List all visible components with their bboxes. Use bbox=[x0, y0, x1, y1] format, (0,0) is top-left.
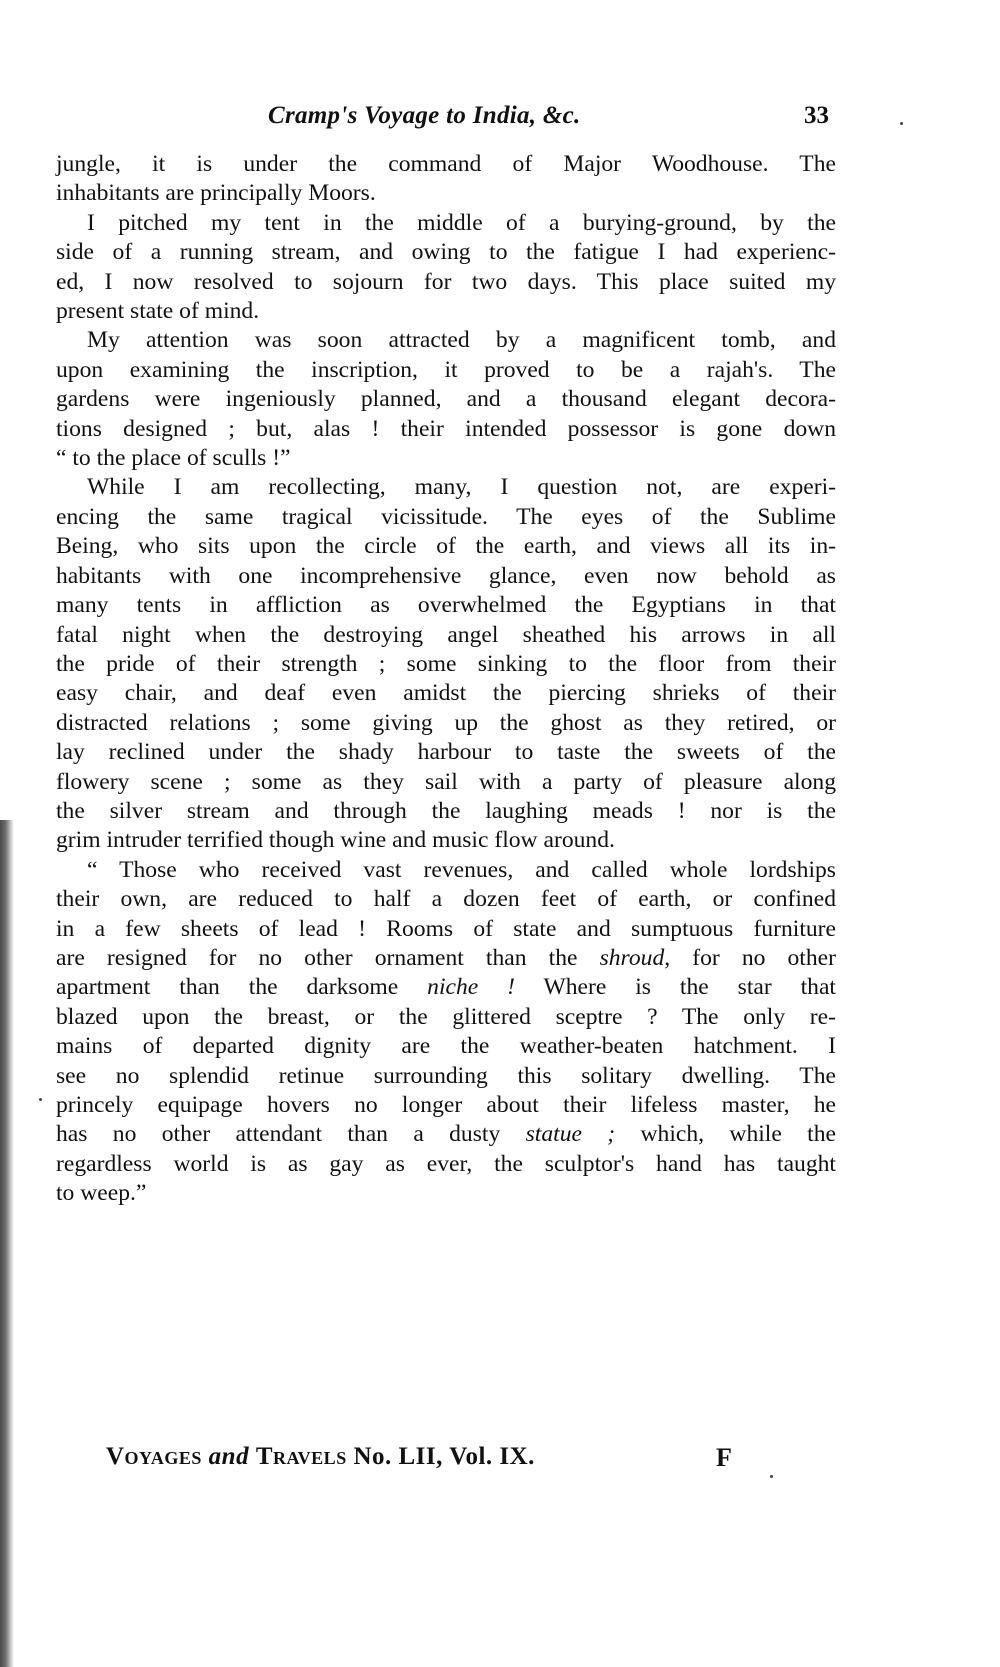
body-text bbox=[56, 150, 836, 1209]
text-line: upon examining the inscription, it proved to be a rajah's. The bbox=[56, 356, 836, 383]
text-line: ed, I now resolved to sojourn for two days. This place suited my bbox=[56, 268, 836, 295]
text-line: Being, who sits upon the circle of the earth, and views all its in- bbox=[56, 533, 836, 560]
signature-line bbox=[106, 1443, 535, 1471]
text-line: While I am recollecting, many, I question not, are experi- bbox=[87, 474, 836, 501]
print-speck bbox=[900, 122, 903, 125]
text-line: many tents in affliction as overwhelmed the Egyptians in that bbox=[56, 592, 836, 619]
text-line: mains of departed dignity are the weather-beaten hatchment. I bbox=[56, 1033, 836, 1060]
text-line: princely equipage hovers no longer about their lifeless master, he bbox=[56, 1092, 836, 1118]
text-line: My attention was soon attracted by a magnificent tomb, and bbox=[87, 327, 836, 354]
text-line: are resigned for no other ornament than the shroud, for no other bbox=[56, 944, 836, 971]
footer-voyages: Voyages bbox=[106, 1443, 202, 1470]
text-line: the pride of their strength ; some sinking to the floor from their bbox=[56, 650, 836, 677]
text-line: gardens were ingeniously planned, and a thousand elegant decora- bbox=[56, 386, 836, 413]
text-line: regardless world is as gay as ever, the sculptor's hand has taught bbox=[56, 1150, 836, 1177]
text-line: their own, are reduced to half a dozen feet of earth, or confined bbox=[56, 886, 836, 913]
print-speck bbox=[770, 1475, 773, 1478]
text-line: blazed upon the breast, or the glittered sceptre ? The only re- bbox=[56, 1003, 836, 1030]
footer-and: and bbox=[208, 1443, 250, 1470]
text-line: “ to the place of sculls !” bbox=[56, 445, 291, 472]
text-line: jungle, it is under the command of Major Woodhouse. The bbox=[56, 151, 836, 177]
page-number: 33 bbox=[804, 102, 829, 129]
footer-number: No. LII, Vol. IX. bbox=[353, 1443, 535, 1470]
page-edge-shadow bbox=[0, 820, 14, 1667]
text-line: grim intruder terrified though wine and music flow around. bbox=[56, 827, 615, 854]
signature-mark: F bbox=[716, 1443, 732, 1472]
text-line: inhabitants are principally Moors. bbox=[56, 180, 376, 207]
text-line: fatal night when the destroying angel sheathed his arrows in all bbox=[56, 621, 836, 648]
text-line: side of a running stream, and owing to the fatigue I had experienc- bbox=[56, 239, 836, 266]
text-line: tions designed ; but, alas ! their intended possessor is gone down bbox=[56, 415, 836, 442]
footer-travels: Travels bbox=[255, 1443, 347, 1470]
text-line: “ Those who received vast revenues, and called whole lordships bbox=[87, 856, 836, 883]
text-line: present state of mind. bbox=[56, 298, 260, 325]
print-speck bbox=[39, 1098, 42, 1101]
text-line: encing the same tragical vicissitude. The eyes of the Sublime bbox=[56, 503, 836, 530]
text-line: flowery scene ; some as they sail with a party of pleasure along bbox=[56, 768, 836, 795]
text-line: apartment than the darksome niche ! Where is the star that bbox=[56, 974, 836, 1001]
text-line: I pitched my tent in the middle of a burying-ground, by the bbox=[87, 209, 836, 236]
text-line: lay reclined under the shady harbour to taste the sweets of the bbox=[56, 739, 836, 766]
running-title: Cramp's Voyage to India, &c. bbox=[268, 102, 581, 129]
text-line: the silver stream and through the laughing meads ! nor is the bbox=[56, 797, 836, 824]
text-line: easy chair, and deaf even amidst the piercing shrieks of their bbox=[56, 680, 836, 707]
text-line: has no other attendant than a dusty statue ; which, while the bbox=[56, 1121, 836, 1148]
text-line: habitants with one incomprehensive glance, even now behold as bbox=[56, 562, 836, 589]
text-line: see no splendid retinue surrounding this solitary dwelling. The bbox=[56, 1062, 836, 1089]
text-line: distracted relations ; some giving up the ghost as they retired, or bbox=[56, 709, 836, 736]
text-line: to weep.” bbox=[56, 1180, 147, 1207]
text-line: in a few sheets of lead ! Rooms of state and sumptuous furniture bbox=[56, 915, 836, 942]
